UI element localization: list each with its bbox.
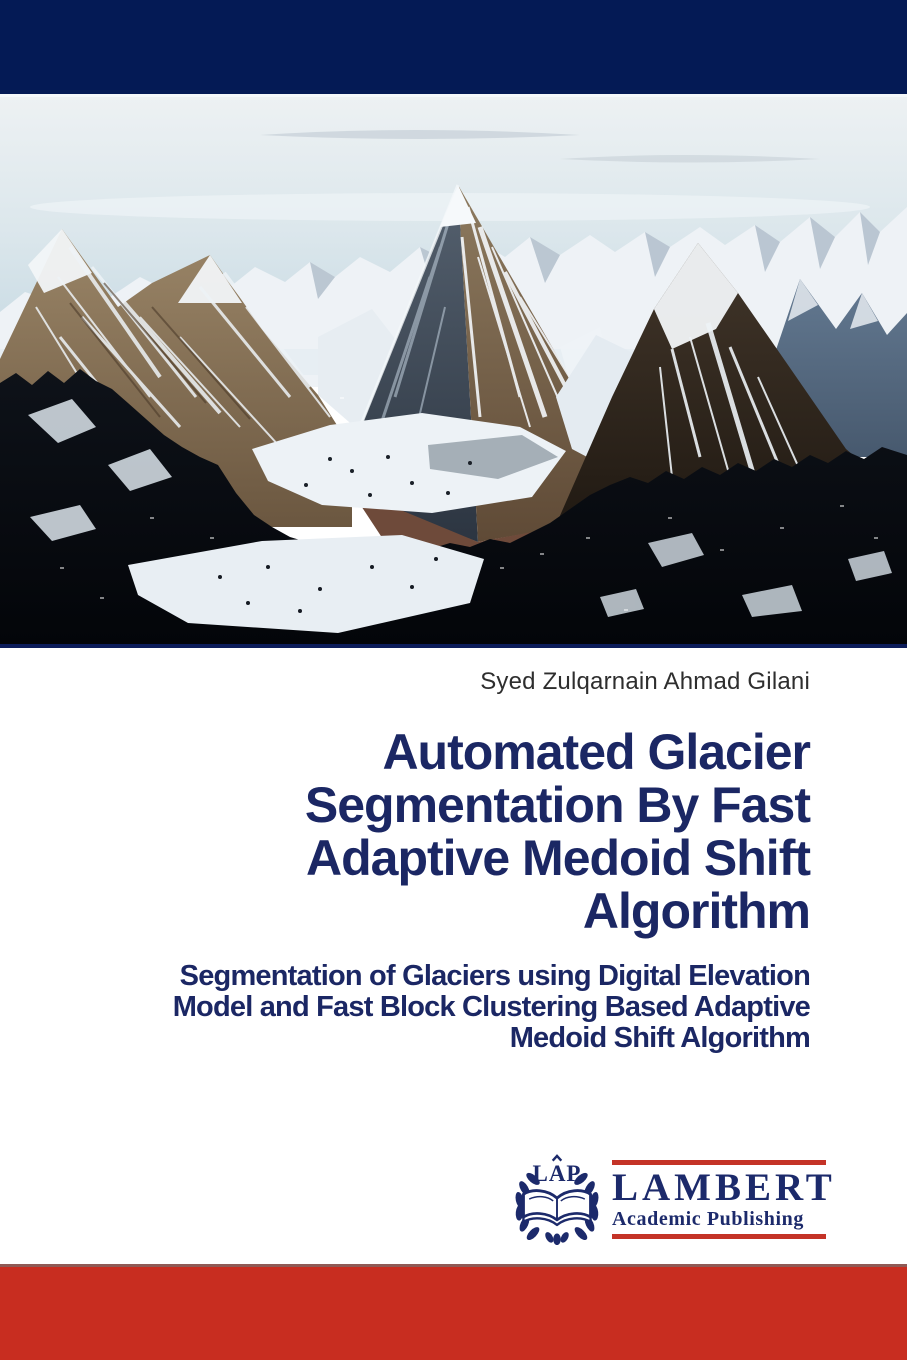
subtitle-line: Segmentation of Glaciers using Digital Elevation [179, 960, 810, 992]
publisher-wordmark [612, 1154, 836, 1239]
mountain-photo [0, 94, 907, 648]
open-book-icon [523, 1191, 590, 1225]
mountain-photo-illustration [0, 97, 907, 644]
book-subtitle [173, 961, 810, 1054]
wordmark-top-rule [612, 1160, 826, 1165]
subtitle-line: Model and Fast Block Clustering Based Adaptive [172, 991, 810, 1023]
publisher-name: LAMBERT [612, 1166, 836, 1209]
subtitle-line: Medoid Shift Algorithm [509, 1022, 810, 1054]
publisher-logo [509, 1154, 836, 1246]
wordmark-bottom-rule [612, 1234, 826, 1239]
title-line: Automated Glacier [382, 724, 810, 780]
top-navy-band [0, 0, 907, 94]
title-line: Adaptive Medoid Shift [306, 830, 810, 886]
lap-emblem-icon [509, 1154, 605, 1246]
title-line: Algorithm [582, 883, 810, 939]
publisher-tagline: Academic Publishing [612, 1208, 804, 1230]
bottom-red-band [0, 1264, 907, 1360]
lap-acronym: LAP [532, 1160, 582, 1186]
title-line: Segmentation By Fast [304, 777, 810, 833]
author-name: Syed Zulqarnain Ahmad Gilani [480, 668, 810, 695]
book-title [305, 726, 810, 938]
